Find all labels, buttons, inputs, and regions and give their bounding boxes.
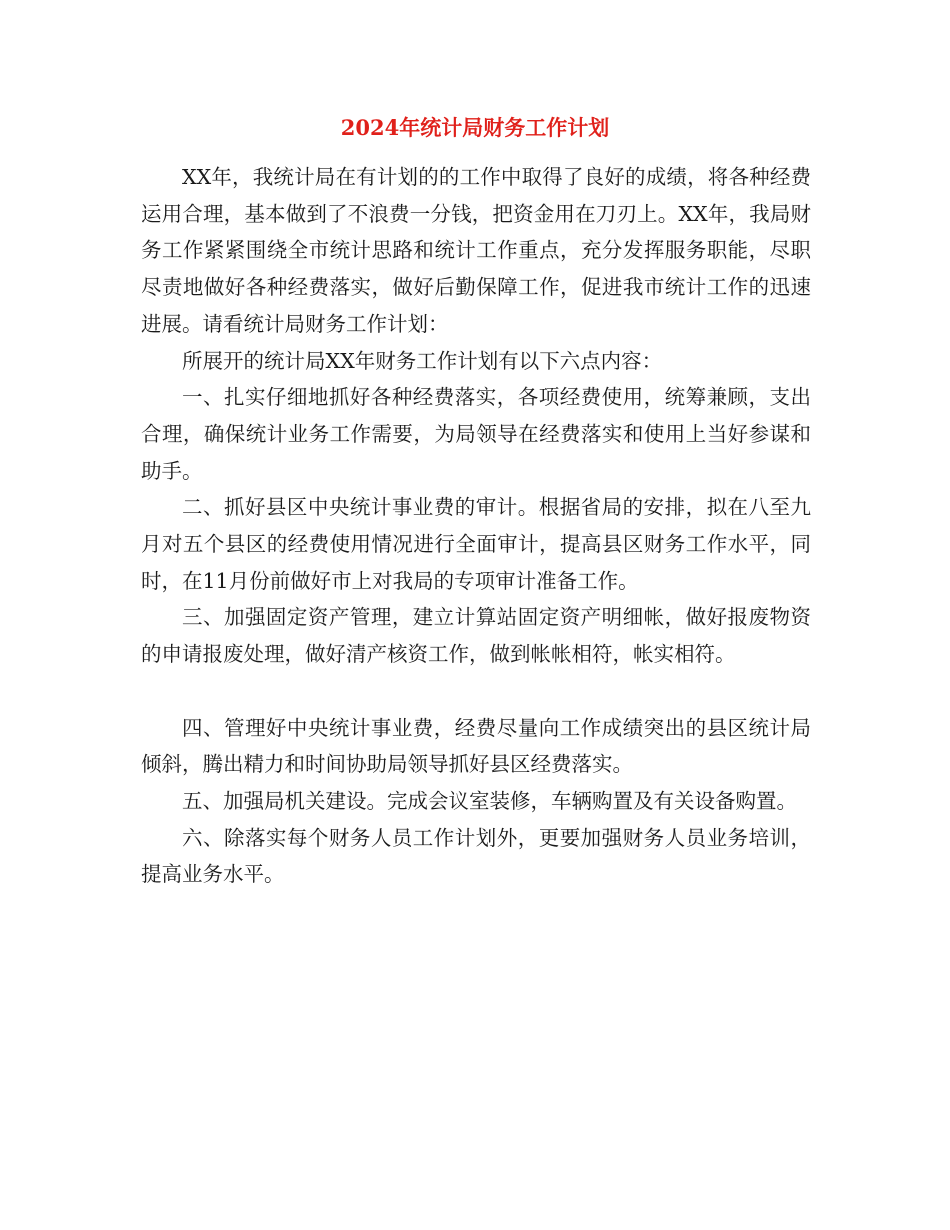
paragraph-intro: XX年，我统计局在有计划的的工作中取得了良好的成绩，将各种经费运用合理，基本做到了不浪费一分钱，把资金用在刀刃上。XX年，我局财务工作紧紧围绕全市统计思路和统计工作重点，充分发挥服务职能，尽职尽责地做好各种经费落实，做好后勤保障工作，促进我市统计工作的迅速进展。请看统计局财务工作计划：	[141, 165, 811, 336]
paragraph-overview: 所展开的统计局XX年财务工作计划有以下六点内容：	[182, 348, 663, 373]
paragraph-item-5: 五、加强局机关建设。完成会议室装修，车辆购置及有关设备购置。	[182, 788, 797, 813]
document-title: 2024年统计局财务工作计划	[340, 115, 610, 140]
paragraph-item-3: 三、加强固定资产管理，建立计算站固定资产明细帐，做好报废物资的申请报废处理，做好清产核资工作，做到帐帐相符，帐实相符。	[141, 605, 811, 667]
paragraph-item-4: 四、管理好中央统计事业费，经费尽量向工作成绩突出的县区统计局倾斜，腾出精力和时间协助局领导抓好县区经费落实。	[141, 715, 811, 777]
paragraph-item-2: 二、抓好县区中央统计事业费的审计。根据省局的安排，拟在八至九月对五个县区的经费使用情况进行全面审计，提高县区财务工作水平，同时，在11月份前做好市上对我局的专项审计准备工作。	[141, 495, 811, 593]
paragraph-item-1: 一、扎实仔细地抓好各种经费落实，各项经费使用，统筹兼顾，支出合理，确保统计业务工作需要，为局领导在经费落实和使用上当好参谋和助手。	[141, 385, 811, 483]
paragraph-item-6: 六、除落实每个财务人员工作计划外，更要加强财务人员业务培训，提高业务水平。	[141, 825, 811, 887]
document-body	[141, 159, 811, 893]
